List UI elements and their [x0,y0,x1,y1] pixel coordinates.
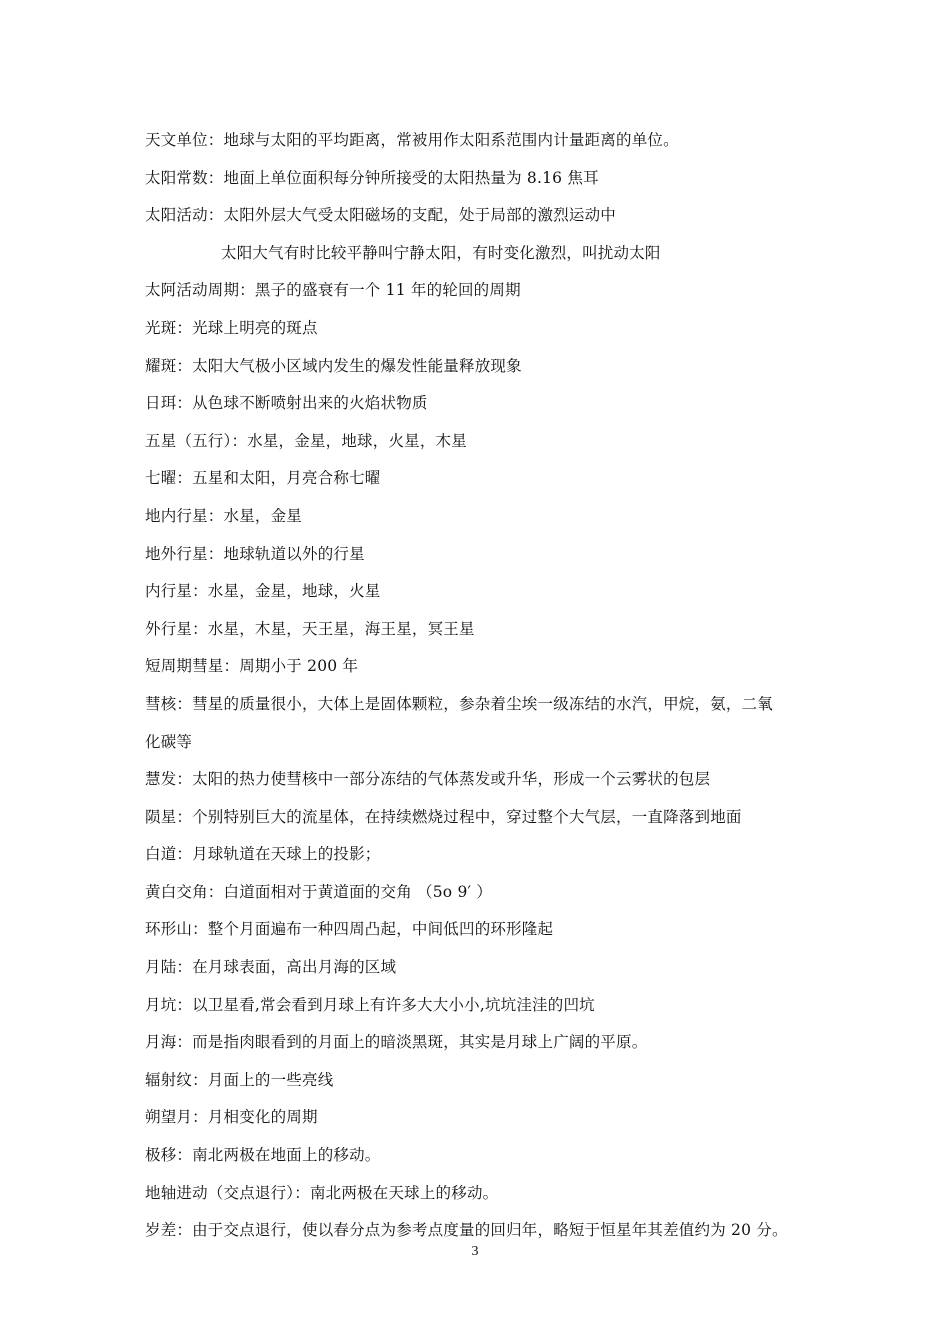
term-lunar-inclination: 黄白交角：白道面相对于黄道面的交角 （5o 9′ ） [145,882,493,901]
term-astronomical-unit: 天文单位：地球与太阳的平均距离，常被用作太阳系范围内计量距离的单位。 [145,131,679,149]
term-flare: 耀斑：太阳大气极小区域内发生的爆发性能量释放现象 [145,356,522,375]
term-facula: 光斑：光球上明亮的斑点 [145,318,318,337]
term-axial-precession: 地轴进动（交点退行）：南北两极在天球上的移动。 [145,1183,499,1202]
term-lunar-mare: 月海：而是指肉眼看到的月面上的暗淡黑斑，其实是月球上广阔的平原。 [145,1033,648,1052]
term-lunar-pit: 月坑：以卫星看,常会看到月球上有许多大大小小,坑坑洼洼的凹坑 [145,995,595,1014]
term-inner-planets: 内行星：水星，金星，地球，火星 [145,582,381,601]
term-outer-planets: 外行星：水星，木星，天王星，海王星，冥王星 [145,619,475,638]
term-solar-activity-continued: 太阳大气有时比较平静叫宁静太阳，有时变化激烈，叫扰动太阳 [221,243,661,262]
term-comet-nucleus: 彗核：彗星的质量很小，大体上是固体颗粒，参杂着尘埃一级冻结的水汽，甲烷，氨，二氧 [145,694,774,713]
term-ray-system: 辐射纹：月面上的一些亮线 [145,1070,334,1089]
term-solar-activity: 太阳活动：太阳外层大气受太阳磁场的支配，处于局部的激烈运动中 [145,206,617,225]
term-prominence: 日珥：从色球不断喷射出来的火焰状物质 [145,394,428,413]
page-number: 3 [471,1244,479,1259]
term-synodic-month: 朔望月：月相变化的周期 [145,1108,318,1127]
term-superior-planets: 地外行星：地球轨道以外的行星 [145,544,365,563]
term-comet-nucleus-continued: 化碳等 [145,732,193,751]
term-lunar-highlands: 月陆：在月球表面，高出月海的区域 [145,958,397,977]
term-lunar-path: 白道：月球轨道在天球上的投影； [145,845,381,864]
term-solar-constant: 太阳常数：地面上单位面积每分钟所接受的太阳热量为 8.16 焦耳 [145,168,599,187]
term-polar-motion: 极移：南北两极在地面上的移动。 [145,1146,381,1165]
document-body [145,122,815,1250]
term-solar-cycle: 太阿活动周期：黑子的盛衰有一个 11 年的轮回的周期 [145,281,521,300]
term-crater: 环形山：整个月面遍布一种四周凸起，中间低凹的环形隆起 [145,920,554,939]
term-coma: 慧发：太阳的热力使彗核中一部分冻结的气体蒸发或升华，形成一个云雾状的包层 [145,770,711,789]
term-meteorite: 陨星：个别特别巨大的流星体，在持续燃烧过程中，穿过整个大气层，一直降落到地面 [145,807,742,826]
term-five-planets: 五星（五行）：水星，金星，地球，火星，木星 [145,431,467,450]
term-inferior-planets: 地内行星：水星，金星 [145,506,303,525]
term-precession: 岁差：由于交点退行，使以春分点为参考点度量的回归年，略短于恒星年其差值约为 20 分。 [145,1221,788,1240]
term-short-period-comet: 短周期彗星：周期小于 200 年 [145,657,359,676]
term-seven-luminaries: 七曜：五星和太阳，月亮合称七曜 [145,469,381,488]
